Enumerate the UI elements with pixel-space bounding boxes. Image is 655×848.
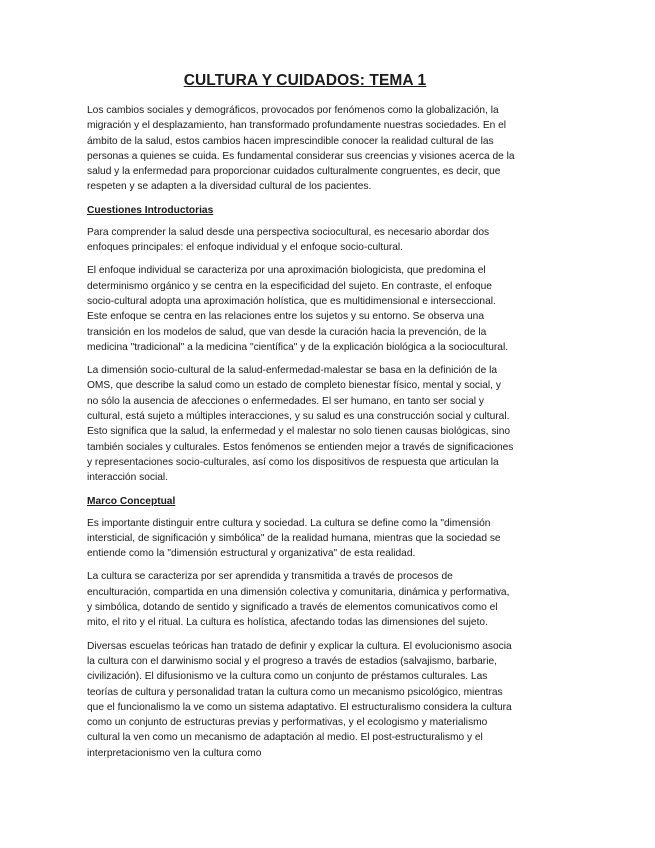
section-heading-cuestiones: Cuestiones Introductorias <box>87 204 214 216</box>
paragraph: La dimensión socio-cultural de la salud-enfermedad-malestar se basa en la definición de la OMS, que describe la salud como un estado de completo bienestar físico, mental y social, y no sólo la ausencia de afecciones o enfermedades. El ser humano, en tanto ser social y cultural, está sujeto a múltiples interacciones, y su salud es una construcción social y cultural. Esto significa que la salud, la enfermedad y el malestar no solo tienen causas biológicas, sino también sociales y culturales. Estos fenómenos se entienden mejor a través de significaciones y representaciones socio-culturales, así como los dispositivos de respuesta que articulan la interacción social. <box>87 365 514 484</box>
paragraph: Para comprender la salud desde una perspectiva sociocultural, es necesario abordar dos enfoques principales: el enfoque individual y el enfoque socio-cultural. <box>87 226 490 254</box>
paragraph: Es importante distinguir entre cultura y sociedad. La cultura se define como la "dimensión intersticial, de significación y simbólica" de la realidad humana, mientras que la sociedad se entiende como la "dimensión estructural y organizativa" de esta realidad. <box>87 517 501 560</box>
section-heading-marco: Marco Conceptual <box>87 495 176 507</box>
paragraph: La cultura se caracteriza por ser aprendida y transmitida a través de procesos de enculturación, compartida en una dimensión colectiva y comunitaria, dinámica y performativa, y simbólica, dotando de sentido y significado a través de elementos comunicativos como el mito, el rito y el ritual. La cultura es holística, afectando todas las dimensiones del sujeto. <box>87 571 510 629</box>
document-page <box>87 72 515 769</box>
intro-paragraph: Los cambios sociales y demográficos, provocados por fenómenos como la globalización, la migración y el desplazamiento, han transformado profundamente nuestras sociedades. En el ámbito de la salud, estos cambios hacen imprescindible conocer la realidad cultural de las personas a quienes se cuida. Es fundamental considerar sus creencias y visiones acerca de la salud y la enfermedad para proporcionar cuidados culturalmente congruentes, es decir, que respeten y se adapten a la diversidad cultural de los pacientes. <box>87 105 515 193</box>
paragraph: El enfoque individual se caracteriza por una aproximación biologicista, que predomina el determinismo orgánico y se centra en la especificidad del sujeto. En contraste, el enfoque socio-cultural adopta una aproximación holística, que es multidimensional e interseccional. Este enfoque se centra en las relaciones entre los sujetos y su entorno. Se observa una transición en los modelos de salud, que van desde la curación hacia la prevención, de la medicina "tradicional" a la medicina "científica" y de la explicación biológica a la sociocultural. <box>87 265 509 353</box>
page-title: CULTURA Y CUIDADOS: TEMA 1 <box>183 72 427 89</box>
paragraph: Diversas escuelas teóricas han tratado de definir y explicar la cultura. El evolucionismo asocia la cultura con el darwinismo social y el progreso a través de estadios (salvajismo, barbarie, civilización). El difusionismo ve la cultura como un conjunto de préstamos culturales. Las teorías de cultura y personalidad tratan la cultura como un mecanismo psicológico, mientras que el funcionalismo la ve como un sistema adaptativo. El estructuralismo considera la cultura como un conjunto de estructuras previas y performativas, y el ecologismo y materialismo cultural la ven como un mecanismo de adaptación al medio. El post-estructuralismo y el interpretacionismo ven la cultura como <box>87 640 512 759</box>
